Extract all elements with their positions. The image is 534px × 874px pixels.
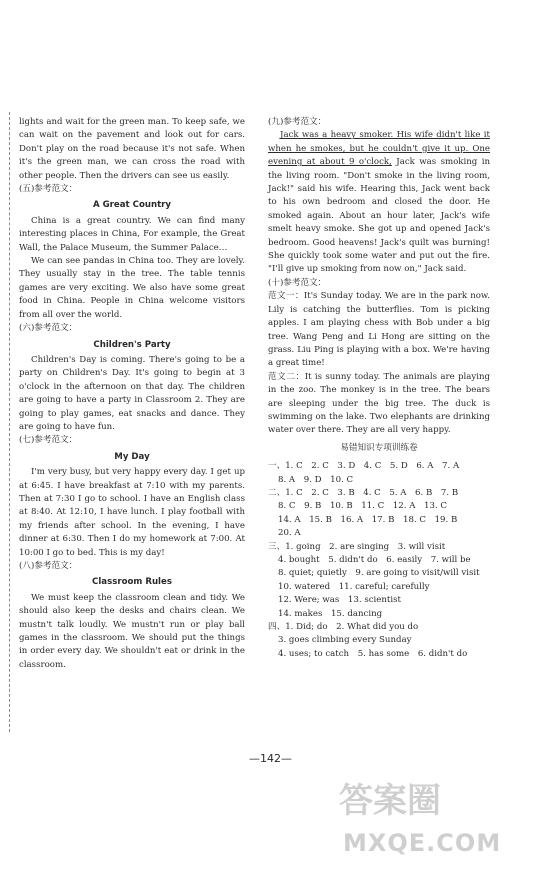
answer-line: 三、1. going 2. are singing 3. will visit <box>268 541 446 552</box>
section-label-8: (八)参考范文： <box>19 561 78 571</box>
answer-line: 四、1. Did; do 2. What did you do <box>268 622 419 633</box>
paragraph <box>268 129 490 276</box>
answer-line: 一、1. C 2. C 3. D 4. C 5. D 6. A 7. A <box>268 461 460 472</box>
essay-title-great-country: A Great Country <box>92 200 172 211</box>
paragraph: lights and wait for the green man. To keep safe, we can wait on the pavement and look out for cars. Don't play on the road because it's not safe. When it's the green man, we can cross the road with other people. Then the drivers can see us easily. <box>19 117 245 181</box>
right-column <box>268 116 490 661</box>
answer-line: 8. quiet; quietly 9. are going to visit/will visit <box>278 568 480 579</box>
paragraph: We must keep the classroom clean and tidy. We should also keep the desks and chairs clean. We mustn't talk loudly. We mustn't run or play ball games in the classroom. We should put the things in order every day. We shouldn't eat or drink in the classroom. <box>19 592 245 670</box>
left-column <box>19 116 245 672</box>
underlined-text: Jack was a heavy smoker. His wife didn't like it when he smokes, but he couldn't give it up. One evening at about 9 o'clock, <box>268 130 490 168</box>
watermark-logo: 答案圈 MXQE.COM <box>339 781 502 857</box>
paragraph: I'm very busy, but very happy every day. I get up at 6:45. I have breakfast at 7:10 with my parents. Then at 7:30 I go to school. I have an English class at 8:40. At 12:10, I have lunch. I play football with my friends after school. In the evening, I have dinner at 6:30. Then I do my homework at 7:00. At 10:00 I go to bed. This is my day! <box>19 467 245 558</box>
section-label-5: (五)参考范文： <box>19 184 78 195</box>
paragraph: Children's Day is coming. There's going to be a party on Children's Day. It's going to begin at 3 o'clock in the afternoon on that day. The children are going to have a party in Classroom 2. They are going to play games, eat snacks and dance. They are going to have fun. <box>19 354 245 432</box>
margin-dashed-line <box>9 112 10 732</box>
answer-line: 4. uses; to catch 5. has some 6. didn't do <box>278 648 468 659</box>
answer-line: 12. Were; was 13. scientist <box>278 595 401 606</box>
paragraph: 范文一：It's Sunday today. We are in the park now. Lily is catching the butterflies. Tom is picking apples. I am playing chess with Bob under a big tree. Wang Peng and Li Hong are sitting on the grass. Liu Ping is playing with a box. We're having a great time! <box>268 291 490 369</box>
answer-line: 二、1. C 2. C 3. B 4. C 5. A 6. B 7. B <box>268 487 459 498</box>
section-label-6: (六)参考范文： <box>19 323 78 334</box>
answer-list <box>268 460 490 661</box>
section-title: 易错知识专项训练卷 <box>340 442 418 453</box>
answer-line: 14. A 15. B 16. A 17. B 18. C 19. B <box>278 514 458 525</box>
essay-title-classroom-rules: Classroom Rules <box>92 577 172 588</box>
section-label-10: (十)参考范文： <box>268 277 327 288</box>
answer-line: 14. makes 15. dancing <box>278 608 383 619</box>
answer-line: 8. C 9. B 10. B 11. C 12. A 13. C <box>278 501 447 512</box>
paragraph: China is a great country. We can find many interesting places in China, For example, the Great Wall, the Palace Museum, the Summer Palace… <box>19 215 245 253</box>
answer-line: 10. watered 11. careful; carefully <box>278 581 430 592</box>
essay-title-my-day: My Day <box>114 451 150 462</box>
page-number: —142— <box>249 752 292 765</box>
essay-title-childrens-party: Children's Party <box>93 339 171 350</box>
section-label-7: (七)参考范文： <box>19 435 78 446</box>
paragraph: 范文二：It is sunny today. The animals are playing in the zoo. The monkey is in the tree. The bears are sleeping under the big tree. The duck is swimming on the lake. Two elephants are drinking water over there. They are all very happy. <box>268 371 490 436</box>
answer-line: 20. A <box>278 528 301 539</box>
paragraph: We can see pandas in China too. They are lovely. They usually stay in the tree. The table tennis games are very exciting. We also have some great food in China. People in China welcome visitors from all over the world. <box>19 256 245 320</box>
answer-line: 4. bought 5. didn't do 6. easily 7. will be <box>278 555 471 565</box>
section-label-9: (九)参考范文： <box>268 117 327 127</box>
paragraph-text: Jack was smoking in the living room. "Don't smoke in the living room, Jack!" said his wife. Hearing this, Jack went back to his own bedroom and closed the door. He smoked again. About an hour later, Jack's wife smelt heavy smoke. She got up and opened Jack's bedroom. Good heavens! Jack's quilt was burning! She quickly took some water and put out the fire. "I'll give up smoking from now on," Jack said. <box>268 157 490 275</box>
answer-line: 3. goes climbing every Sunday <box>278 635 412 646</box>
answer-line: 8. A 9. D 10. C <box>278 474 354 485</box>
